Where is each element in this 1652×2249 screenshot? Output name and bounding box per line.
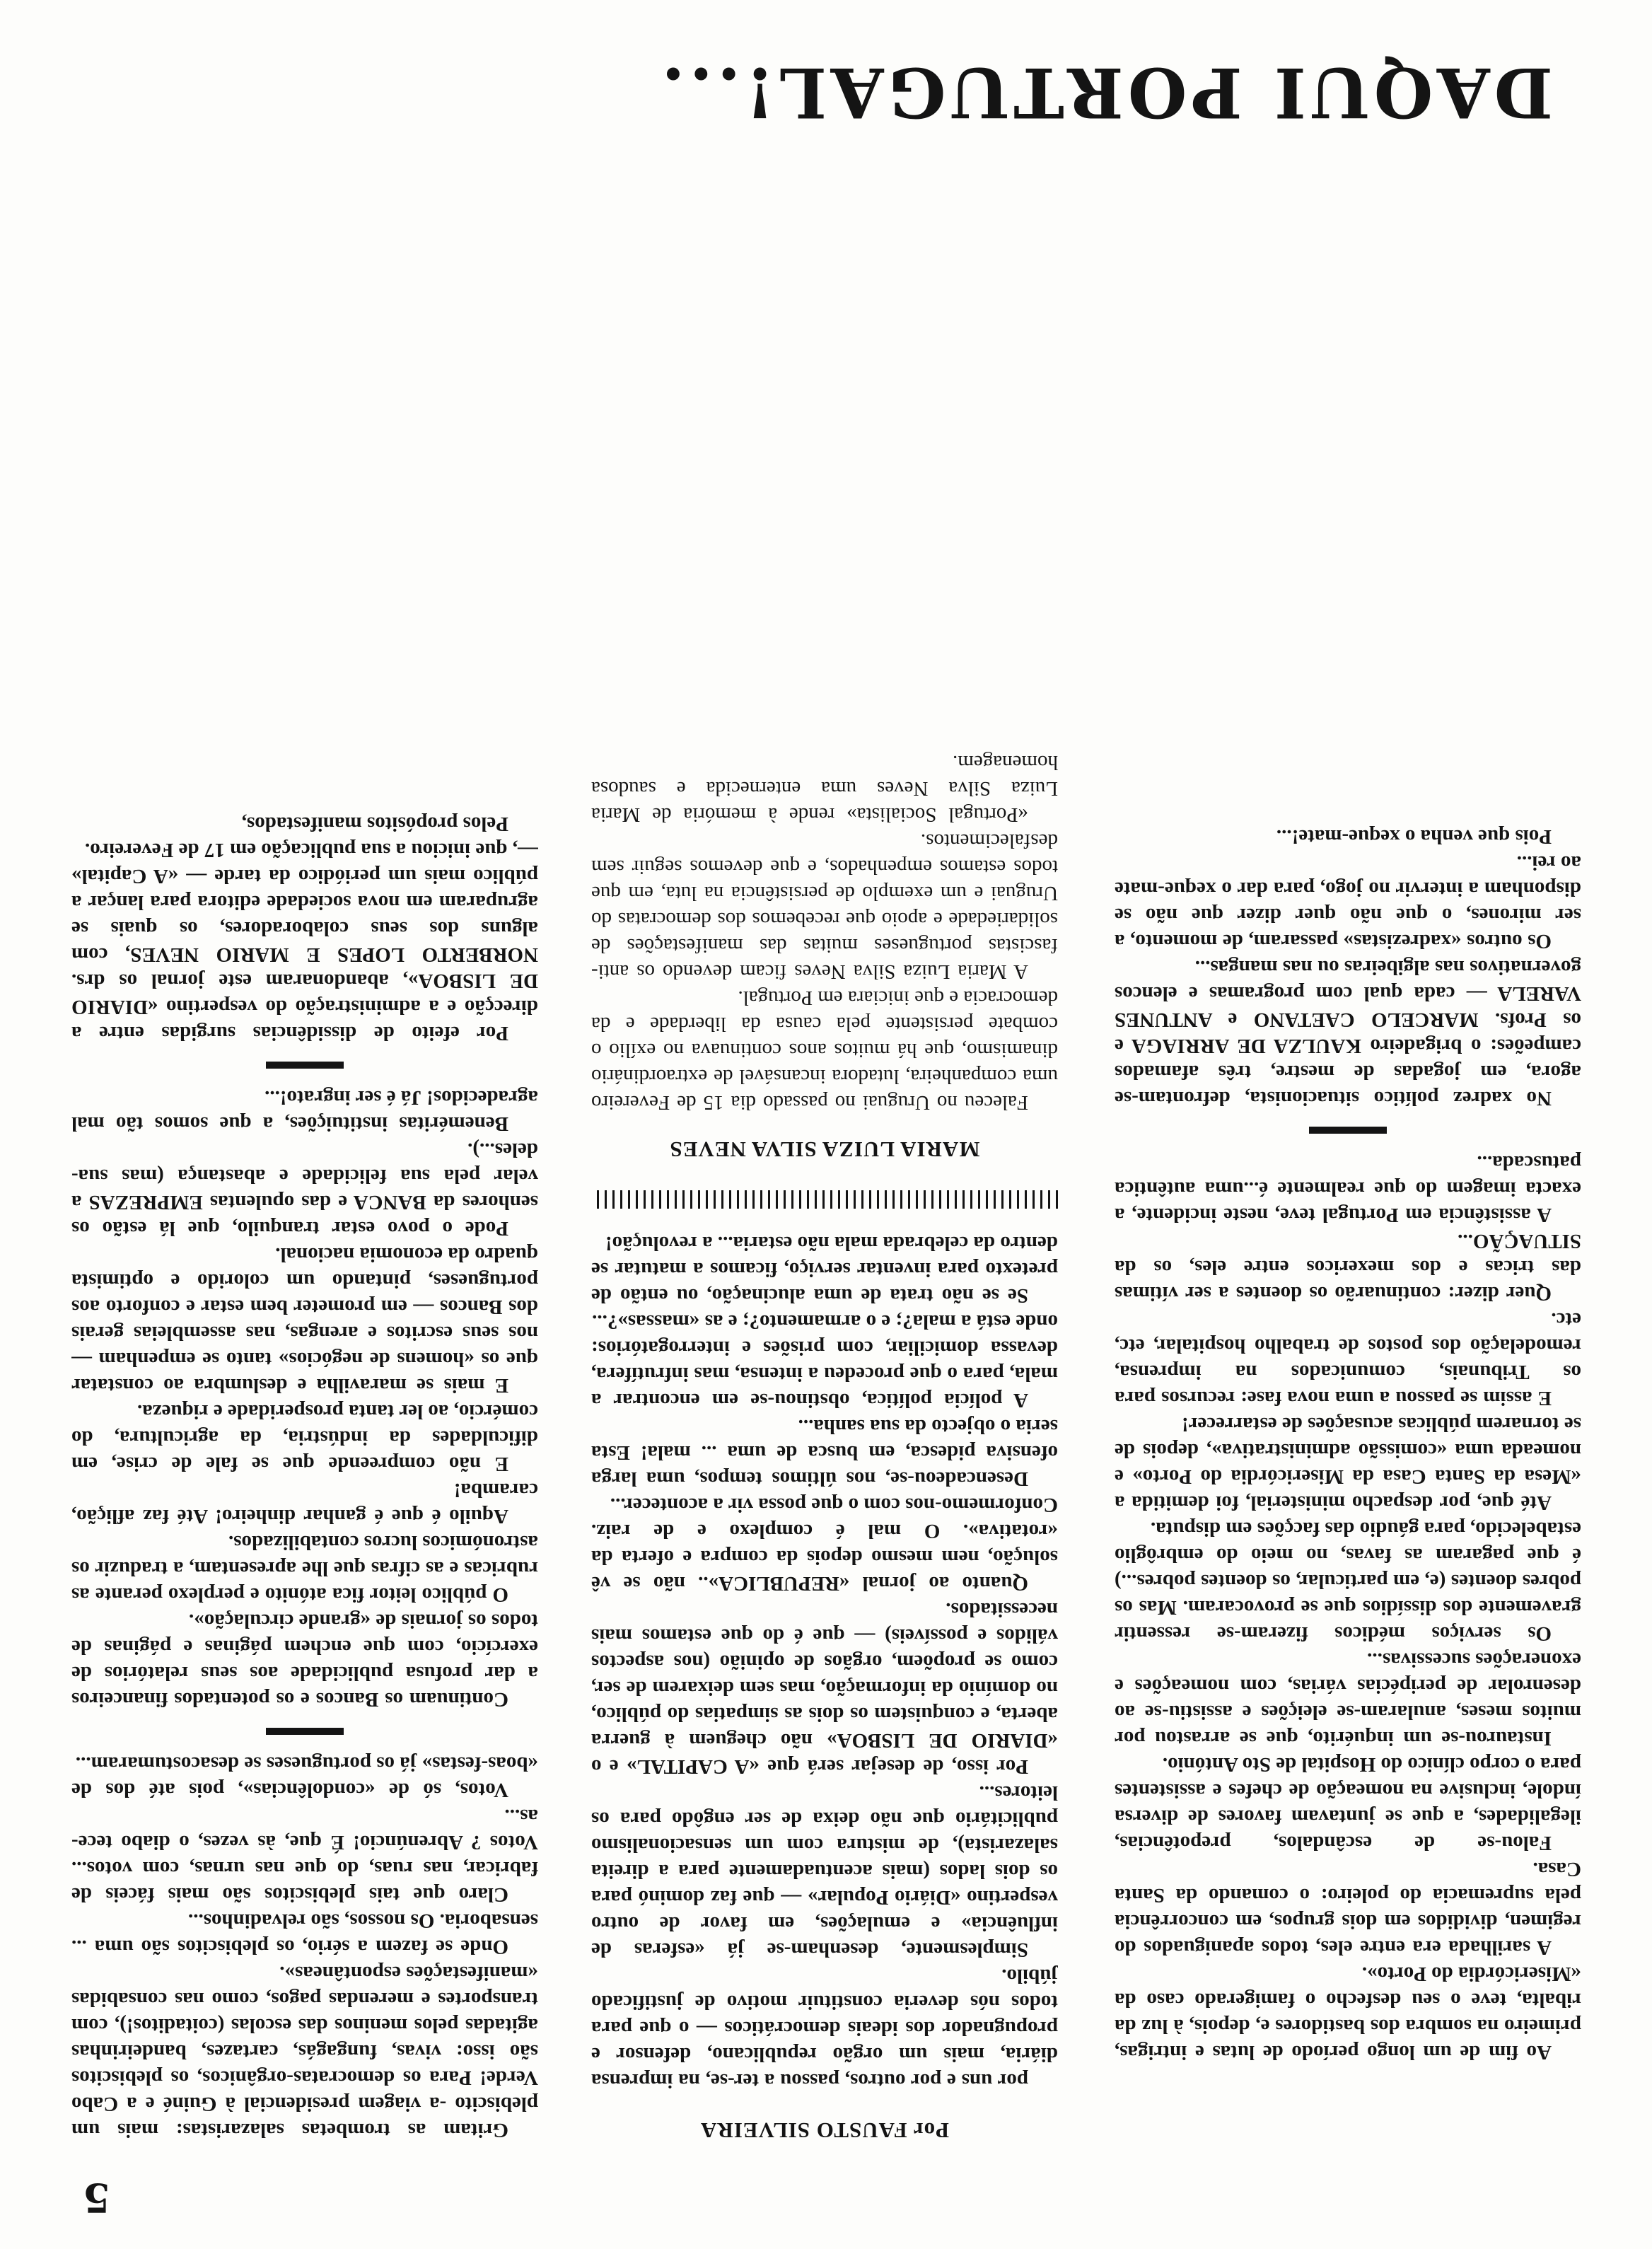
obituary-text xyxy=(591,749,1058,1115)
paragraph: E mais se maravilha e deslumbra ao constatar que os «homens de negócios» tanto se empenham — nos seus escritos e arengas, nas assembleias gerais dos Bancos — em prometer bem estar e conforto aos portugueses, pintando um colorido e optimista quadro da economia nacional. xyxy=(71,1243,538,1397)
paragraph: Pode o povo estar tranquilo, que lá estão os senhores da BANCA e das opulentas EMPREZAS a velar pela sua felicidade e abastança (mas sua-deles...). xyxy=(71,1139,538,1240)
article-left xyxy=(1115,823,1581,2065)
column-right xyxy=(71,134,538,2143)
paragraph: Pelos propósitos manifestados, xyxy=(241,813,508,835)
obituary-title: MARIA LUIZA SILVA NEVES xyxy=(669,1137,980,1162)
paragraph: Se se não trata de uma alucinação, ou então de pretexto para inventar serviço, ficamos a matutar se dentro da celebrada mala não estaria... a revolução! xyxy=(591,1232,1058,1307)
section-rule xyxy=(1309,1127,1387,1134)
paragraph: A polícia política, obstinou-se em encontrar a mala, para o que procedeu a intensa, mas infrutífera, devassa domiciliar, com prisões e interrogatórios: onde está a mala?; e o armamento?; e as «massas»?... xyxy=(591,1311,1058,1412)
paragraph: A assistência em Portugal teve, neste incidente, a exacta imagem do que realmente é...uma autêntica patuscada... xyxy=(1115,1151,1581,1226)
paragraph: Até que, por despacho ministerial, foi demitida a «Mesa da Santa Casa da Misericórdia do Porto» e nomeada uma «comissão administrativa», depois de se tornarem públicas acusações de estarrecer! xyxy=(1115,1413,1581,1514)
paragraph: Claro que tais plebiscitos são mais fáceis de fabricar, nas ruas, do que nas urnas, com votos... Votos ? Abrenúncio! É que, às vezes, o diabo tece-as... xyxy=(71,1805,538,1906)
column-middle xyxy=(591,134,1058,2143)
paragraph: Por efeito de dissidências surgidas entre a direcção e a administração do vespertino «DIARIO DE LISBOA», abandonaram este jornal os drs. NORBERTO LOPES E MARIO NEVES, com alguns dos seus colaboradores, os quais se agruparam em nova sociedade editora para lançar a público mais um periódico da tarde — «A Capital» —, que iniciou a sua publicação em 17 de Fevereiro. xyxy=(71,839,538,1045)
page-number: 5 xyxy=(83,2174,110,2221)
paragraph: «Portugal Socialista» rende à memória de Maria Luiza Silva Neves uma enternecida e saudosa homenagem. xyxy=(591,751,1058,826)
paragraph: Faleceu no Uruguai no passado dia 15 de Fevereiro uma companheira, lutadora incansável de extraordinário dinamismo, que há muitos anos continuava no exílio o combate persistente pela causa da liberdade e da democracia e que iniciara em Portugal. xyxy=(591,987,1058,1114)
masthead-title: DAQUI PORTUGAL!... xyxy=(657,52,1553,132)
paragraph: Os outros «xadrezistas» passaram, de momento, a ser mirones, o que não quer dizer que não se disponham a intervir no jogo, para dar o xeque-mate ao rei... xyxy=(1115,852,1581,953)
article-middle xyxy=(591,1230,1058,2093)
paragraph: Beneméritas instituições, a que somos tão mal agradecidos! Já é ser ingrato!... xyxy=(71,1086,538,1135)
paragraph: A sarilhada era entre eles, todos apaniguados do regimen, divididos em dois grupos, em concorrência pela supremacia do poleiro: o comando da Santa Casa. xyxy=(1115,1858,1581,1959)
paragraph: Aquilo é que é ganhar dinheiro! Até faz aflição, caramba! xyxy=(71,1479,538,1528)
paragraph: Simplesmente, desenham-se já «esferas de influência» e emulações, em favor de outro vespertino «Diário Popular» — que faz dominó para os dois lados (mais acentuadamente para a direita salazarista), de mistura com um sensacionalismo publicitário que não deixa de ser engôdo para os leitores... xyxy=(591,1782,1058,1961)
paragraph: Desencadeou-se, nos últimos tempos, uma larga ofensiva pidesca, em busca de uma ... mala! Esta seria o objecto da sua sanha... xyxy=(591,1415,1058,1490)
column-left xyxy=(1115,141,1581,2065)
paragraph: O público leitor fica atónito e perplexo perante as rubricas e as cifras que lhe apresentam, a traduzir os astronómicos lucros contabilizados. xyxy=(71,1531,538,1606)
paragraph: A Maria Luiza Silva Neves ficam devendo os anti-fascistas portugueses muitas das manifestações de solidariedade e apoio que recebemos dos democratas do Uruguai e um exemplo de persistência na luta, em que todos estamos empenhados, e que devemos seguir sem desfalecimentos. xyxy=(591,830,1058,983)
paragraph: Votos, só de «condolências», pois até dos de «boas-festas» já os portugueses se desacostumaram... xyxy=(71,1753,538,1801)
paragraph: Os serviços médicos fizeram-se ressentir gravemente dos dissídios que se provocaram. Mas os pobres doentes (e, em particular, os doentes pobres...) é que pagaram as favas, no meio do embrôglio estabelecido, para gáudio das facções em disputa. xyxy=(1115,1518,1581,1645)
article-right xyxy=(71,810,538,2143)
paragraph: Continuam os Bancos e os potentados financeiros a dar profusa publicidade aos seus relatórios de exercício, com que enchem páginas e páginas de todos os jornais de «grande circulação». xyxy=(71,1610,538,1711)
paragraph: Quer dizer: continuarão os doentes a ser vítimas das tricas e dos mexericos entre eles, os da SITUAÇÃO... xyxy=(1115,1230,1581,1305)
paragraph: Pois que venha o xeque-mate!... xyxy=(1276,825,1552,848)
paragraph: Ao fim de um longo período de lutas e intrigas, primeiro na sombra dos bastidores e, depois, à luz da ribalta, teve o seu desfecho o famigerado caso da «Misericórdia do Porto». xyxy=(1115,1963,1581,2064)
paragraph: Quanto ao jornal «REPUBLICA».. não se vê solução, nem mesmo depois da compra e oferta da «rotativa». O mal é complexo e de raiz. Conformemo-nos com o que possa vir a acontecer... xyxy=(591,1494,1058,1595)
paragraph: Falou-se de escândalos, prepotências, ilegalidades, a que se juntavam favores de diversa índole, inclusive na nomeação de chefes e assistentes para o corpo clínico do Hospital de Sto António. xyxy=(1115,1753,1581,1854)
section-rule xyxy=(266,1728,344,1735)
paragraph: No xadrez político situacionista, defrontam-se agora, em jogadas de mestre, três afamados campeões: o brigadeiro KAULZA DE ARRIAGA e os Profs. MARCELO CAETANO e ANTUNES VARELA — cada qual com programas e elencos governativos nas algibeiras ou nas mangas... xyxy=(1115,956,1581,1110)
section-rule xyxy=(266,1062,344,1069)
dotted-separator xyxy=(591,1190,1058,1209)
paragraph: por uns e por outros, passou a ter-se, na imprensa diária, mais um orgão republicano, defensor e propugnador dos ideais democráticos — o que para todos nós deveria constituir motivo de justificado júbilo. xyxy=(591,1965,1058,2092)
paragraph: E assim se passou a uma nova fase: recursos para os Tribunais, comunicados na imprensa, remodelação dos postos de trabalho hospitalar, etc, etc. xyxy=(1115,1308,1581,1410)
paragraph: E não compreende que se fale de crise, em dificuldades da indústria, da agricultura, do comércio, ao ler tanta prosperidade e riqueza. xyxy=(71,1400,538,1475)
paragraph: Onde se fazem a sério, os plebiscitos são uma ... sensaboria. Os nossos, são relvadinhos... xyxy=(71,1910,538,1958)
byline: Por FAUSTO SILVEIRA xyxy=(699,2118,950,2143)
paragraph: Gritam as trombetas salazaristas: mais um plebiscito -a viagem presidencial à Guiné e a Cabo Verde! Para os democratas-orgânicos, os plebiscitos são isso: vivas, fungagás, cartazes, bandeirinhas agitadas pelos meninos das escolas (coitaditos!), com transportes e merendas pagos, como nas consabidas «manifestações espontâneas». xyxy=(71,1962,538,2142)
paragraph: Por isso, de desejar será que «A CAPITAL» e o «DIARIO DE LISBOA» não cheguem à guerra aberta, e conquistem os dois as simpatias do público, no domínio da informação, mas sem deixarem de ser, como se propõem, orgãos de opinião (nos aspectos válidos e possíveis) — que é do que estamos mais necessitados. xyxy=(591,1598,1058,1778)
paragraph: Instaurou-se um inquérito, que se arrastou por muitos meses, anularam-se eleições e assistiu-se ao desenrolar de peripécias várias, com nomeações e exonerações sucessivas... xyxy=(1115,1649,1581,1750)
